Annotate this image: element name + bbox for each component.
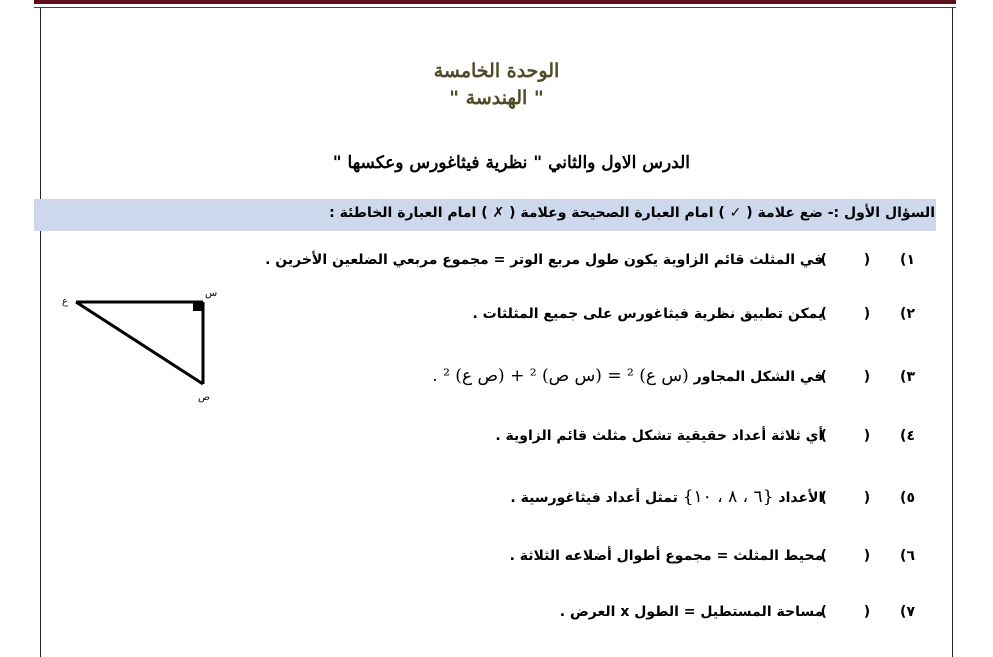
item-number: ٢) bbox=[900, 306, 915, 322]
item-number: ١) bbox=[900, 252, 915, 268]
item-number: ٧) bbox=[900, 604, 915, 620]
item-1 bbox=[265, 252, 915, 268]
item-number: ٣) bbox=[900, 369, 915, 385]
item-2 bbox=[472, 306, 915, 322]
item-number: ٥) bbox=[900, 490, 915, 506]
answer-box[interactable]: ( ) bbox=[820, 548, 887, 564]
item-4 bbox=[495, 428, 915, 444]
vertex-label-s: س bbox=[205, 288, 218, 299]
item-text: محيط المثلث = مجموع أطوال أضلاعه الثلاثة . bbox=[509, 548, 824, 564]
question-instruction: السؤال الأول :- ضع علامة ( ✓ ) امام العبارة الصحيحة وعلامة ( ✗ ) امام العبارة الخاطئة : bbox=[329, 205, 935, 221]
number-set: {٦ ، ٨ ، ١٠} bbox=[682, 487, 774, 507]
right-angle-marker bbox=[193, 302, 202, 311]
right-triangle-figure bbox=[56, 282, 226, 407]
item-number: ٤) bbox=[900, 428, 915, 444]
item-text-continued: تمثل أعداد فيثاغورسية . bbox=[510, 490, 678, 506]
item-text: في المثلث قائم الزاوية يكون طول مربع الوتر = مجموع مربعي الضلعين الأخرين . bbox=[265, 252, 824, 268]
answer-box[interactable]: ( ) bbox=[820, 490, 887, 506]
lesson-title: الدرس الاول والثاني " نظرية فيثاغورس وعكسها " bbox=[332, 153, 690, 173]
item-6 bbox=[510, 548, 915, 564]
answer-box[interactable]: ( ) bbox=[820, 369, 887, 385]
item-text: في الشكل المجاور bbox=[693, 369, 824, 385]
top-border-line bbox=[34, 7, 956, 8]
vertex-label-a: ع bbox=[62, 296, 68, 307]
item-number: ٦) bbox=[900, 548, 915, 564]
answer-box[interactable]: ( ) bbox=[820, 306, 887, 322]
topic-title: " الهندسة " bbox=[449, 87, 544, 109]
item-text: الأعداد bbox=[778, 490, 824, 506]
answer-box[interactable]: ( ) bbox=[820, 252, 887, 268]
triangle-hypotenuse bbox=[76, 302, 203, 384]
item-5 bbox=[510, 487, 915, 507]
pythagoras-equation: (س ع) ² = (س ص) ² + (ص ع) ² . bbox=[432, 366, 689, 386]
answer-box[interactable]: ( ) bbox=[820, 604, 887, 620]
vertex-label-p: ص bbox=[198, 392, 211, 403]
item-text: يمكن تطبيق نظرية فيثاغورس على جميع المثلثات . bbox=[472, 306, 824, 322]
item-text: مساحة المستطيل = الطول x العرض . bbox=[559, 604, 824, 620]
item-text: أي ثلاثة أعداد حقيقية تشكل مثلث قائم الزاوية . bbox=[495, 428, 824, 444]
unit-title: الوحدة الخامسة bbox=[433, 60, 560, 82]
item-7 bbox=[560, 604, 915, 620]
top-border-bar bbox=[34, 0, 956, 4]
answer-box[interactable]: ( ) bbox=[820, 428, 887, 444]
item-3 bbox=[432, 366, 915, 386]
